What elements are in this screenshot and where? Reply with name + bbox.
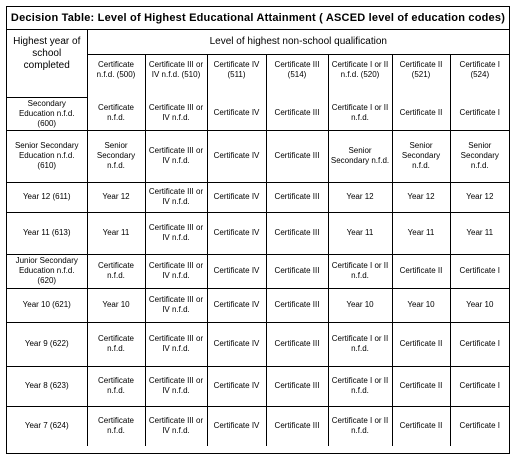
- table-cell: Certificate I: [450, 97, 509, 130]
- table-cell: Certificate III: [266, 130, 328, 182]
- table-cell: Certificate I: [450, 254, 509, 288]
- table-cell: Certificate n.f.d.: [87, 366, 145, 406]
- table-cell: Certificate III: [266, 254, 328, 288]
- table-row: [7, 366, 509, 406]
- table-cell: Certificate II: [392, 97, 450, 130]
- row-header: Year 12 (611): [7, 182, 87, 212]
- table-cell: Certificate III or IV n.f.d.: [145, 182, 207, 212]
- table-cell: Certificate IV: [207, 212, 266, 254]
- table-cell: Certificate II: [392, 406, 450, 446]
- table-cell: Year 10: [328, 288, 392, 322]
- table-row: [7, 97, 509, 130]
- table-cell: Certificate I: [450, 366, 509, 406]
- column-header: Certificate I or II n.f.d. (520): [328, 55, 392, 98]
- table-cell: Certificate IV: [207, 130, 266, 182]
- table-cell: Year 10: [87, 288, 145, 322]
- table-row: [7, 406, 509, 446]
- table-cell: Certificate III or IV n.f.d.: [145, 130, 207, 182]
- table-cell: Certificate IV: [207, 254, 266, 288]
- table-cell: Certificate III: [266, 322, 328, 366]
- table-cell: Certificate III or IV n.f.d.: [145, 97, 207, 130]
- column-header: Certificate n.f.d. (500): [87, 55, 145, 98]
- table-cell: Certificate III: [266, 97, 328, 130]
- row-header: Year 7 (624): [7, 406, 87, 446]
- table-cell: Certificate IV: [207, 322, 266, 366]
- table-cell: Certificate III or IV n.f.d.: [145, 406, 207, 446]
- row-header: Secondary Education n.f.d. (600): [7, 97, 87, 130]
- table-cell: Certificate IV: [207, 288, 266, 322]
- row-header: Year 9 (622): [7, 322, 87, 366]
- table-cell: Certificate I or II n.f.d.: [328, 254, 392, 288]
- table-cell: Certificate III or IV n.f.d.: [145, 254, 207, 288]
- column-header: Certificate IV (511): [207, 55, 266, 98]
- table-cell: Certificate III or IV n.f.d.: [145, 322, 207, 366]
- table-cell: Certificate III: [266, 212, 328, 254]
- decision-table-frame: [6, 6, 510, 454]
- table-cell: Senior Secondary n.f.d.: [450, 130, 509, 182]
- qualification-header: Level of highest non-school qualification: [87, 30, 509, 55]
- table-cell: Certificate IV: [207, 366, 266, 406]
- table-cell: Senior Secondary n.f.d.: [87, 130, 145, 182]
- column-header: Certificate III (514): [266, 55, 328, 98]
- table-cell: Year 12: [87, 182, 145, 212]
- row-header: Year 8 (623): [7, 366, 87, 406]
- table-cell: Certificate II: [392, 366, 450, 406]
- table-cell: Certificate III or IV n.f.d.: [145, 366, 207, 406]
- table-cell: Certificate n.f.d.: [87, 406, 145, 446]
- corner-header: Highest year of school completed: [7, 30, 87, 97]
- table-cell: Certificate I or II n.f.d.: [328, 406, 392, 446]
- row-header: Junior Secondary Education n.f.d. (620): [7, 254, 87, 288]
- table-cell: Certificate I or II n.f.d.: [328, 97, 392, 130]
- column-header: Certificate I (524): [450, 55, 509, 98]
- table-cell: Senior Secondary n.f.d.: [392, 130, 450, 182]
- table-row: [7, 182, 509, 212]
- table-cell: Certificate III: [266, 288, 328, 322]
- table-cell: Certificate I: [450, 322, 509, 366]
- table-cell: Certificate III or IV n.f.d.: [145, 288, 207, 322]
- table-cell: Certificate III: [266, 182, 328, 212]
- decision-table: [7, 30, 509, 446]
- table-cell: Certificate IV: [207, 97, 266, 130]
- table-cell: Certificate n.f.d.: [87, 97, 145, 130]
- table-cell: Year 10: [450, 288, 509, 322]
- table-row: [7, 212, 509, 254]
- table-row: [7, 254, 509, 288]
- row-header: Year 10 (621): [7, 288, 87, 322]
- column-header: Certificate III or IV n.f.d. (510): [145, 55, 207, 98]
- row-header: Senior Secondary Education n.f.d. (610): [7, 130, 87, 182]
- table-cell: Year 11: [328, 212, 392, 254]
- table-cell: Certificate III or IV n.f.d.: [145, 212, 207, 254]
- table-title: Decision Table: Level of Highest Educational Attainment ( ASCED level of education codes): [7, 7, 509, 30]
- row-header: Year 11 (613): [7, 212, 87, 254]
- table-cell: Certificate n.f.d.: [87, 254, 145, 288]
- table-cell: Year 10: [392, 288, 450, 322]
- table-cell: Certificate n.f.d.: [87, 322, 145, 366]
- table-row: [7, 288, 509, 322]
- table-row: [7, 130, 509, 182]
- table-cell: Certificate III: [266, 406, 328, 446]
- table-cell: Certificate III: [266, 366, 328, 406]
- table-cell: Certificate II: [392, 254, 450, 288]
- table-cell: Certificate IV: [207, 182, 266, 212]
- table-row: [7, 322, 509, 366]
- table-cell: Year 12: [392, 182, 450, 212]
- table-cell: Senior Secondary n.f.d.: [328, 130, 392, 182]
- table-cell: Year 11: [392, 212, 450, 254]
- table-cell: Certificate II: [392, 322, 450, 366]
- table-cell: Certificate I: [450, 406, 509, 446]
- table-cell: Year 12: [328, 182, 392, 212]
- column-header: Certificate II (521): [392, 55, 450, 98]
- table-cell: Certificate IV: [207, 406, 266, 446]
- table-cell: Year 12: [450, 182, 509, 212]
- table-cell: Year 11: [450, 212, 509, 254]
- table-cell: Certificate I or II n.f.d.: [328, 366, 392, 406]
- table-cell: Certificate I or II n.f.d.: [328, 322, 392, 366]
- table-cell: Year 11: [87, 212, 145, 254]
